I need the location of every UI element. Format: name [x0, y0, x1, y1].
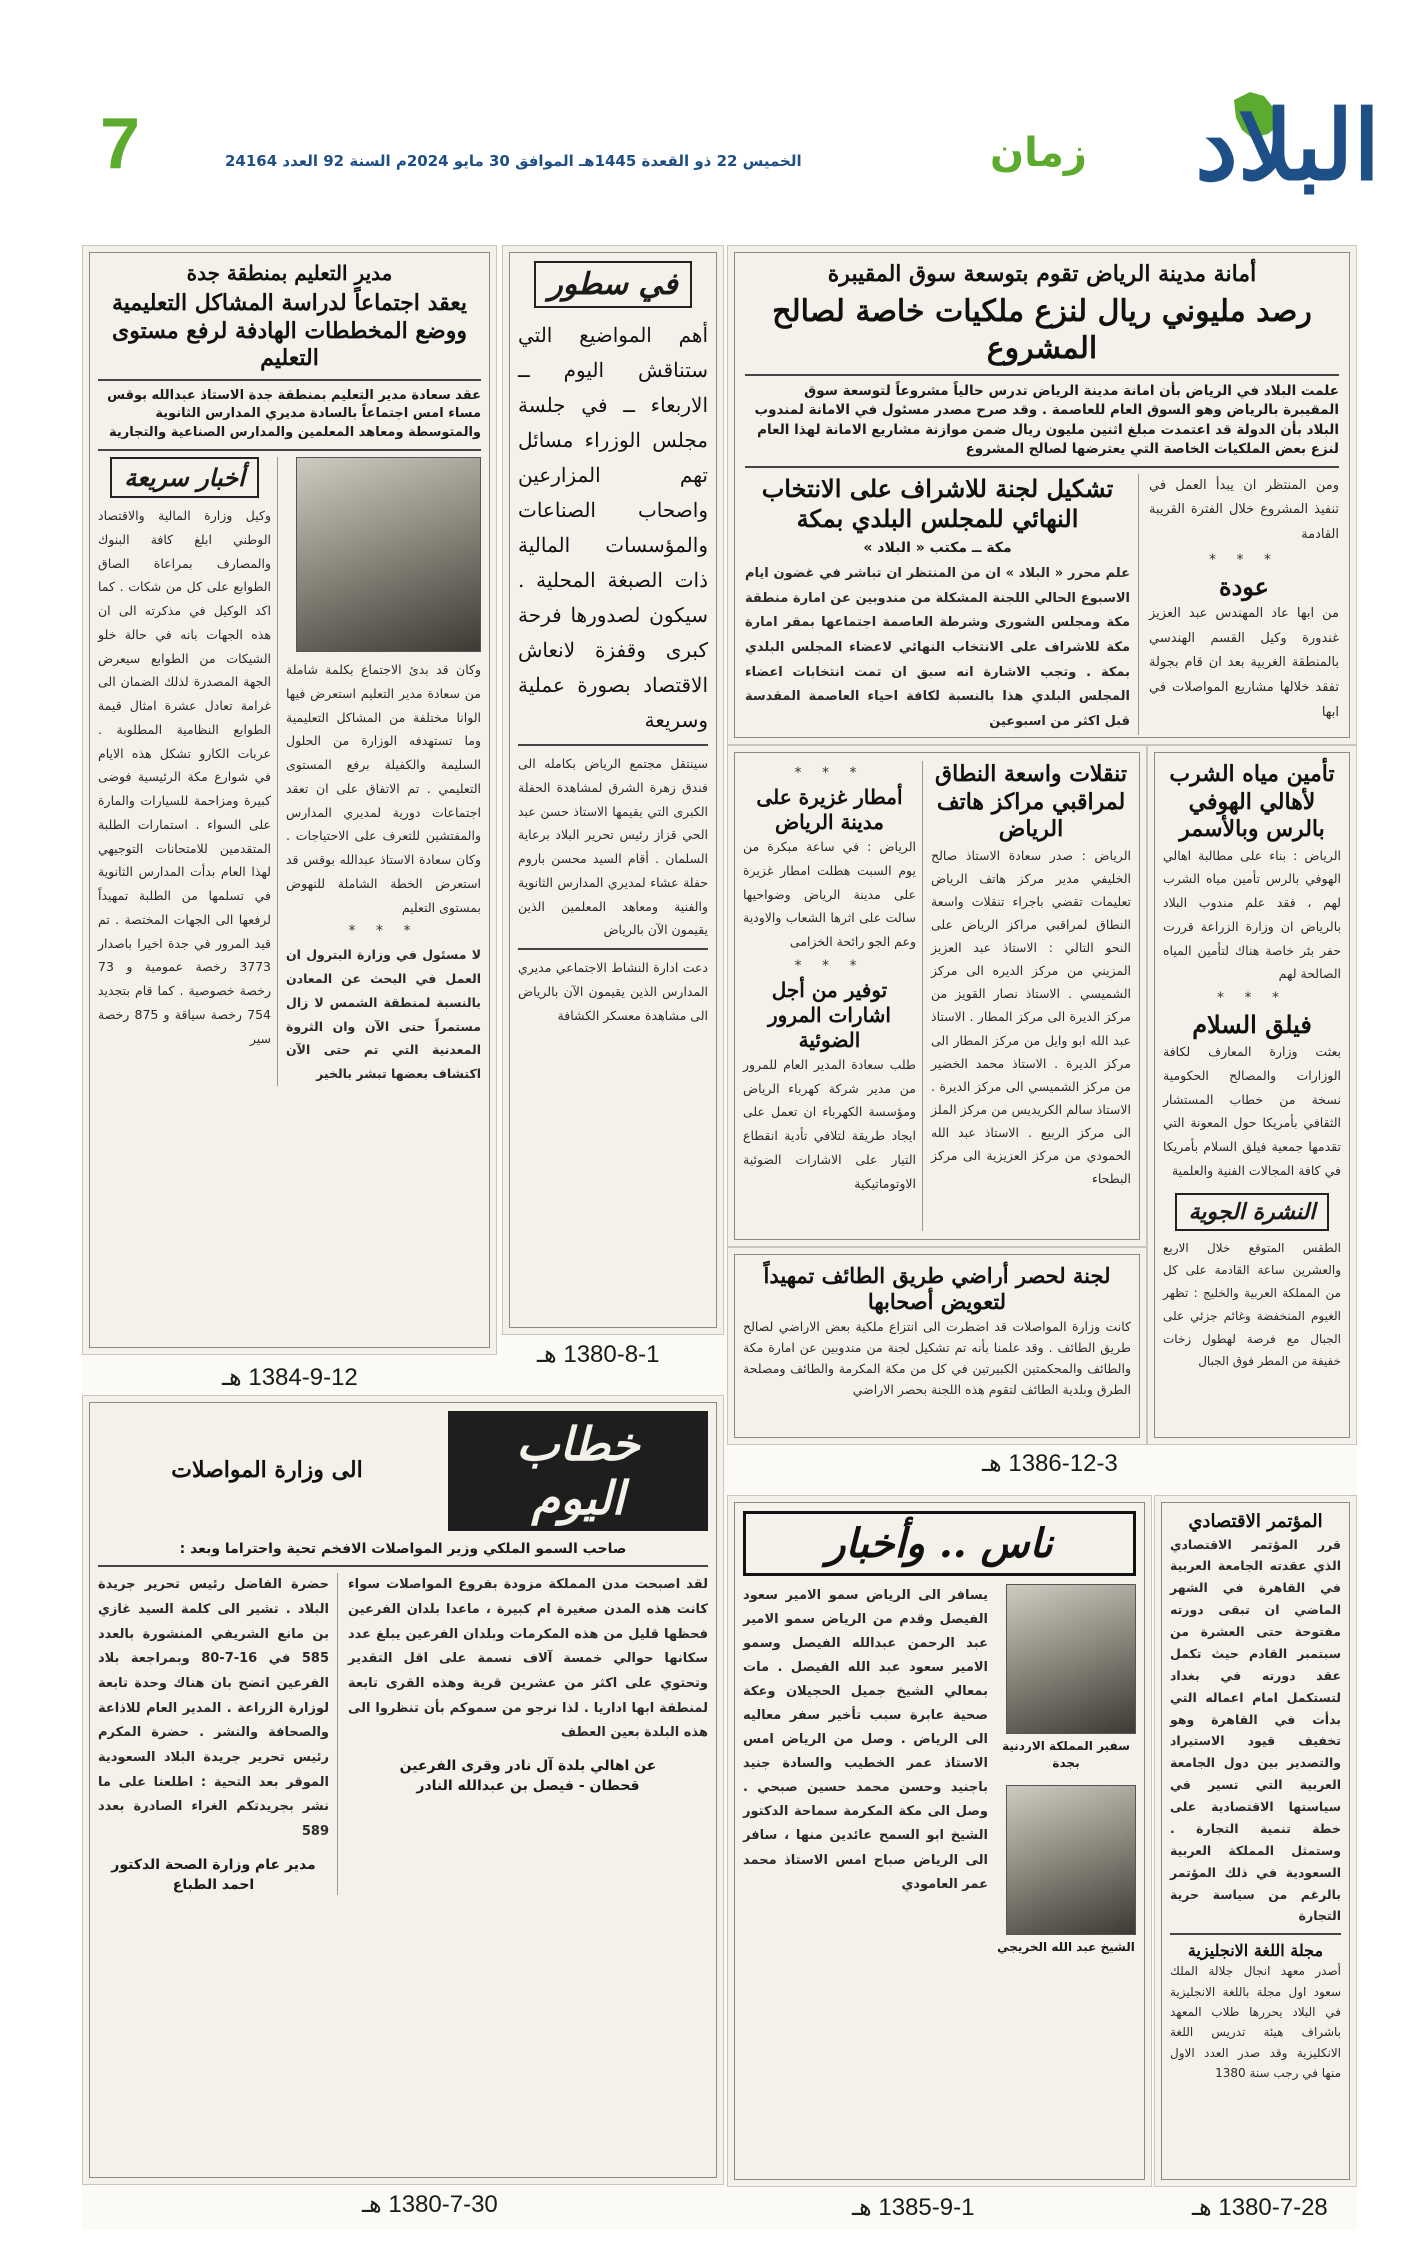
clip-body: الرياض : في ساعة مبكرة من يوم السبت هطلت امطار غزيرة على مدينة الرياض وضواحيها سالت على اثرها الشعاب والاودية وعم الجو رائحة الخزامى — [743, 839, 916, 949]
clip-headline: المؤتمر الاقتصادي — [1188, 1511, 1323, 1532]
clip-body: الرياض : بناء على مطالبة اهالي الهوفي بالرس تأمين مياه الشرب لهم ، فقد علم مندوب البلاد بالرياض ان وزارة الزراعة قررت حفر بئر خاصة هناك لتأمين المياه الصالحة لهم — [1163, 847, 1341, 982]
clip-headline: توفير من أجل اشارات المرور الضوئية — [768, 977, 891, 1052]
clip-body: سينتقل مجتمع الرياض بكامله الى فندق زهرة الشرق لمشاهدة الحفلة الكبرى التي يقيمها الاستاذ حسن عبد الحي قزاز رئيس تحرير البلاد برعاية السلمان . أقام السيد محسن باروم حفلة عشاء لمديري المدارس الثانوية والفنية ومعاهد المعلمين الذين يقيمون الآن بالرياض — [518, 756, 708, 938]
separator-stars: * * * — [794, 765, 865, 781]
clip-body: لا مسئول في وزارة البترول ان العمل في البحث عن المعادن بالنسبة لمنطقة الشمس لا زال مستمراً حتى الآن وان الثروة المعدنية التي تم حتى الآن اكتشاف بعضها تبشر بالخير — [286, 947, 481, 1082]
issue-date-line: الخميس 22 ذو القعدة 1445هـ الموافق 30 مايو 2024م السنة 92 العدد 24164 — [225, 152, 802, 170]
clip-body: الطقس المتوقع خلال الاربع والعشرين ساعة القادمة على كل من المملكة العربية والخليج : تظهر الغيوم المنخفضة وغائم جزئي على الجبال مع فرصة لهطول زخات خفيفة من المطر فوق الجبال — [1163, 1240, 1341, 1369]
masthead — [0, 0, 1420, 245]
clip-heading-box: في سطور — [534, 261, 692, 308]
divider — [98, 379, 481, 381]
clip-banner: خطاب اليوم — [448, 1411, 708, 1531]
clip-in-brief — [502, 245, 724, 1335]
clip-date: 1380-7-28 هـ — [1192, 2194, 1328, 2221]
clip-kicker: مدير التعليم بمنطقة جدة — [186, 261, 393, 285]
clip-side-text: ومن المنتظر ان يبدأ العمل في تنفيذ المشروع خلال الفترة القريبة القادمة — [1149, 477, 1339, 543]
clip-date: 1384-9-12 هـ — [222, 1364, 358, 1391]
divider — [518, 948, 708, 950]
clip-body: أصدر معهد انجال جلالة الملك سعود اول مجلة باللغة الانجليزية في البلاد يحررها طلاب المعهد باشراف هيئة تدريس اللغة الانكليزية وقد صدر العدد الاول منها في رجب سنة 1380 — [1170, 1964, 1341, 2081]
clip-speech — [82, 1395, 724, 2185]
clip-body: وكيل وزارة المالية والاقتصاد الوطني ابلغ كافة البنوك والمصارف بمراعاة الصاق الطوابع على كل من شكات . كما اكد الوكيل في مذكرته الى ان هذه الجهات بانه في حالة خلو الشيكات من الطوابع سيعرض الجهة المصدرة لذلك الضمان الى غرامة تعادل عشرة امثال قيمة الطوابع النظامية المطلوبة . عربات الكارو تشكل هذه الايام في شوارع مكة الرئيسية فوضى كبيرة ومزاحمة للسيارات والمارة على السواء . استمارات الطلبة المتقدمين للامتحانات التوجيهي لهذا العام بدأت المدارس الثانوية في تسلمها من الطلبة تمهيداً لرفعها الى الجهات المختصة . تم قيد المرور في جدة اخيرا باصدار 3773 رخصة عمومية و 73 رخصة خصوصية . كما قام بتجديد 754 رخصة سياقة و 875 رخصة سير — [98, 508, 272, 1046]
clip-dateline: مكة ــ مكتب « البلاد » — [863, 539, 1012, 556]
clip-headline: تشكيل لجنة للاشراف على الانتخاب النهائي للمجلس البلدي بمكة — [761, 473, 1114, 533]
clip-date: 1386-12-3 هـ — [982, 1450, 1118, 1477]
clip-date: 1385-9-1 هـ — [852, 2194, 975, 2221]
newspaper-logo — [1110, 90, 1380, 210]
clip-body: دعت ادارة النشاط الاجتماعي مديري المدارس الذين يقيمون الآن بالرياض الى مشاهدة معسكر الكشافة — [518, 960, 708, 1023]
clip-body: من ابها عاد المهندس عبد العزيز غندورة وكيل القسم الهندسي بالمنطقة الغربية بعد ان قام بجولة تفقد خلالها مشاريع المواصلات في ابها — [1149, 605, 1339, 720]
clip-body: بعثت وزارة المعارف لكافة الوزارات والمصالح الحكومية نسخة من خطاب المستشار الثقافي بأمريكا حول المعونة التي تقدمها جمعية فيلق السلام بأمريكا في كافة المجالات الفنية والعلمية — [1163, 1044, 1341, 1178]
clip-body: قرر المؤتمر الاقتصادي الذي عقدته الجامعة العربية في القاهرة في الشهر الماضي ان تبقى دورته مفتوحة حتى العشرة من سبتمبر القادم حيث تكمل عقد دورته في بغداد لتستكمل امام اعماله التي بدأت في القاهرة وهو تخفيف قيود الاستيراد والتصدير بين دول الجامعة العربية التي تسير في سياستها الاقتصادية على خطة تنمية التجارة . وستمثل المملكة العربية السعودية في ذلك المؤتمر بالرغم من سياسة حرية التجارة — [1170, 1536, 1341, 1924]
separator-stars: * * * — [794, 957, 865, 974]
separator-stars: * * * — [348, 923, 419, 940]
clip-signature: عن اهالي بلدة آل نادر وقرى الفرعين — [399, 1758, 657, 1775]
clip-body: حضرة الفاضل رئيس تحرير جريدة البلاد . تشير الى كلمة السيد غازي بن مانع الشريفي المنشورة بالعدد 585 في 16-7-80 وبمراجعة بلاد الفرعين اتضح بان هناك وحدة تابعة لوزارة الزراعة . المدير العام للاذاعة والصحافة والنشر . حضرة المكرم رئيس تحرير جريدة البلاد السعودية الموقر بعد التحية : اطلعنا على ما نشر بجريدتكم الغراء الصادرة بعدد 589 — [98, 1577, 329, 1840]
divider — [1170, 1933, 1341, 1935]
clip-lead: علمت البلاد في الرياض بأن امانة مدينة الرياض تدرس حالياً مشروعاً لتوسعة سوق المقيبرة بالرياض وهو السوق العام للعاصمة . وقد صرح مصدر مسئول في الامانة لمندوب البلاد بأن الدولة قد اعتمدت مبلغ اثنين مليون ريال ضمن موازنة مشاريع الامانة لهذا العام لنزع بعض الملكيات الخاصة التي يعترضها لصالح المشروع — [754, 382, 1339, 458]
separator-stars: * * * — [1209, 551, 1279, 568]
page-number: 7 — [100, 104, 141, 184]
portrait-photo — [1006, 1584, 1136, 1734]
clip-riyadh-market — [727, 245, 1357, 745]
clip-taif-road — [727, 1247, 1147, 1445]
clip-subheading: عودة — [1219, 571, 1269, 601]
divider — [98, 1565, 708, 1567]
clip-signature-name: قحطان - فيصل بن عبدالله النادر — [416, 1778, 640, 1795]
clip-headline: تنقلات واسعة النطاق لمراقبي مراكز هاتف الرياض — [935, 761, 1127, 842]
clip-economic-conference — [1154, 1495, 1357, 2187]
clip-body: طلب سعادة المدير العام للمرور من مدير شركة كهرباء الرياض ومؤسسة الكهرباء ان تعمل على ايجاد طريقة لتلافي تأدية انقطاع التيار على الاشارات الضوئية الاوتوماتيكية — [743, 1056, 916, 1191]
divider — [518, 744, 708, 746]
photo-caption: سفير المملكة الاردنية بجدة — [1002, 1739, 1130, 1771]
clip-body: علم محرر « البلاد » ان من المنتظر ان تباشر في غضون ايام الاسبوع الحالي اللجنة المشكلة من مندوبين عن امارة منطقة مكة ومجلس الشورى وشرطة العاصمة اجتماعها بمقر امارة مكة للاشراف على الانتخاب النهائي لاعضاء المجلس البلدي بمكة . وتجب الاشارة انه سبق ان تمت انتخابات اعضاء المجلس البلدي هذا بالنسبة لكافة احياء العاصمة المقدسة قبل اكثر من اسبوعين — [745, 566, 1130, 730]
clip-body-large: أهم المواضيع التي ستناقش اليوم ــ الاربعاء ــ في جلسة مجلس الوزراء مسائل تهم المزارعين واصحاب الصناعات والمؤسسات المالية ذات الصبغة المحلية . سيكون لصدورها فرحة كبرى وقفزة لانعاش الاقتصاد بصورة عملية وسريعة — [518, 323, 708, 732]
clip-kicker: أمانة مدينة الرياض تقوم بتوسعة سوق المقيبرة — [827, 261, 1257, 287]
clip-heading-box: النشرة الجوية — [1175, 1193, 1330, 1231]
clip-headline: مجلة اللغة الانجليزية — [1187, 1941, 1324, 1961]
clip-body: وكان قد بدئ الاجتماع بكلمة شاملة من سعادة مدير التعليم استعرض فيها الوانا مختلفة من المشاكل التعليمية وما تستهدفه الوزارة من الحلول السليمة والكفيلة برفع المستوى التعليمي . تم الاتفاق على ان تعقد اجتماعات دورية لمديري المدارس والمفتشين للتعرف على الاحتياجات . وكان سعادة الاستاذ عبدالله بوقس قد استعرض الخطة الشاملة للنهوض بمستوى التعليم — [286, 662, 481, 915]
logo-wordmark: البلاد — [1195, 89, 1380, 202]
clip-phone-transfers — [727, 745, 1147, 1247]
clip-signature: مدير عام وزارة الصحة الدكتور احمد الطباع — [111, 1856, 316, 1894]
clip-headline: رصد مليوني ريال لنزع ملكيات خاصة لصالح المشروع — [772, 293, 1312, 366]
clip-headline: فيلق السلام — [1192, 1010, 1312, 1039]
clip-headline: تأمين مياه الشرب لأهالي الهوفي بالرس وبالأسمر — [1169, 761, 1335, 842]
clip-body: الرياض : صدر سعادة الاستاذ صالح الخليفي مدير مركز هاتف الرياض تعليمات تقضي باجراء تنقلات واسعة النطاق لمراقبي مراكز الرياض على النحو التالي : الاستاذ عبد العزيز المزيني من مركز الديره الى مركز الشميسي . الاستاذ نصار القويز من مركز الديرة الى مركز المطار . الاستاذ عبد الله ابو وايل من مركز المطار الى مركز الديرة . الاستاذ محمد الخضير من مركز الشميسي الى مركز الديرة . الاستاذ سالم الكريديس من مركز الملز الى مركز الربيع . الاستاذ عبد الله الحمودي من مركز العزيزية الى مركز البطحاء — [931, 847, 1131, 1187]
clip-date: 1380-8-1 هـ — [537, 1341, 660, 1368]
clip-body: لقد اصبحت مدن المملكة مزودة بفروع المواصلات سواء كانت هذه المدن صغيرة ام كبيرة ، ماعدا بلدان الفرعين فحظها قليل من هذه المكرمات وبلدان الفرعين يبلغ عدد سكانها حوالي خمسة آلاف نسمة على اقل التقدير وتحتوي على اكثر من عشرين قرية وهذه القرى تابعة لمنطقة ابها اداريا . لذا نرجو من سموكم بأن تنظروا الى هذه البلدة بعين العطف — [348, 1577, 708, 1741]
clip-body: كانت وزارة المواصلات قد اضطرت الى انتزاع ملكية بعض الاراضي لصالح طريق الطائف . وقد علمنا بأنه تم تشكيل لجنة من مندوبين عن امارة مكة والطائف والمحكمتين الكبيرتين في كل من مكة المكرمة والطائف ومصلحة الطرق وبلدية الطائف لتقوم هذه اللجنة بحصر الاراضي — [743, 1318, 1131, 1398]
clip-banner: ناس .. وأخبار — [743, 1511, 1136, 1576]
clip-headline: لجنة لحصر أراضي طريق الطائف تمهيداً لتعويض أصحابها — [763, 1263, 1111, 1315]
clip-heading-box: أخبار سريعة — [110, 457, 258, 498]
clip-body: يسافر الى الرياض سمو الامير سعود الفيصل وقدم من الرياض سمو الامير عبد الرحمن عبدالله الفيصل وسمو الامير سعود عبد الله الفيصل . مات بمعالي الشيخ جميل الحجيلان وعكة صحية عابرة سبب تأخير سفر معاليه الى الرياض . وصل من الرياض امس الاستاذ عمر الخطيب والسادة جنيد باجنيد وحسن محمد حسين صبحي . وصل الى مكة المكرمة سماحة الدكتور الشيخ ابو السمح عائدين منها ، سافر الى الرياض صباح امس الاستاذ محمد عمر العامودي — [743, 1588, 988, 1892]
clip-headline: يعقد اجتماعاً لدراسة المشاكل التعليمية ووضع المخططات الهادفة لرفع مستوى التعليم — [111, 290, 467, 371]
separator-stars: * * * — [1217, 990, 1287, 1006]
clip-lead: عقد سعادة مدير التعليم بمنطقة جدة الاستاذ عبدالله بوقس مساء امس اجتماعاً بالسادة مديري المدارس الثانوية والمتوسطة ومعاهد المعلمين والمدارس الصناعية والتجارية — [107, 387, 481, 441]
divider — [98, 449, 481, 451]
section-title: زمان — [990, 130, 1087, 176]
divider — [745, 466, 1339, 468]
photo-caption: الشيخ عبد الله الخريجي — [997, 1939, 1135, 1954]
clip-water-supply — [1147, 745, 1357, 1445]
clip-people-news — [727, 1495, 1152, 2187]
clip-date: 1380-7-30 هـ — [362, 2191, 498, 2218]
divider — [745, 374, 1339, 376]
clip-headline: أمطار غزيرة على مدينة الرياض — [756, 785, 903, 834]
clip-headline: الى وزارة المواصلات — [171, 1457, 363, 1484]
portrait-photo — [1006, 1785, 1136, 1935]
portrait-photo — [296, 457, 481, 652]
clip-greeting: صاحب السمو الملكي وزير المواصلات الافخم تحية واحتراما وبعد : — [179, 1541, 627, 1557]
archive-clippings-area — [82, 245, 1357, 2230]
clip-education — [82, 245, 497, 1355]
